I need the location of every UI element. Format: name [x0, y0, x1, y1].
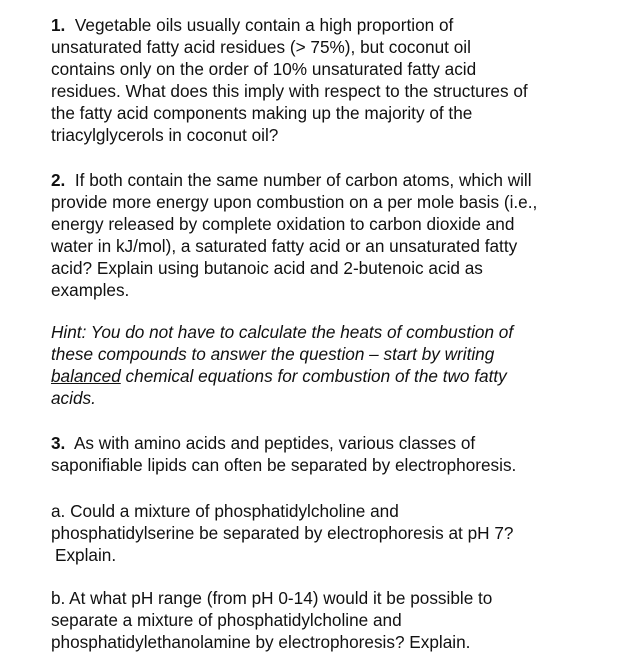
question-2-line-2: provide more energy upon combustion on a per mole basis (i.e.,	[51, 192, 538, 212]
question-3-line-1: As with amino acids and peptides, various classes of	[73, 433, 476, 453]
question-2	[51, 169, 537, 301]
question-1-line-1: Vegetable oils usually contain a high proportion of	[74, 15, 454, 35]
question-3b	[51, 587, 492, 653]
question-1-line-5: the fatty acid components making up the majority of the	[51, 103, 473, 123]
question-2-line-1: If both contain the same number of carbon atoms, which will	[74, 170, 532, 190]
question-2-line-5: acid? Explain using butanoic acid and 2-butenoic acid as	[51, 258, 483, 278]
question-1-line-3: contains only on the order of 10% unsaturated fatty acid	[51, 59, 477, 79]
question-3b-line-1: b. At what pH range (from pH 0-14) would it be possible to	[51, 588, 493, 608]
question-2-line-4: water in kJ/mol), a saturated fatty acid or an unsaturated fatty	[51, 236, 518, 256]
hint-line-2: these compounds to answer the question – start by writing	[51, 344, 495, 364]
question-3	[51, 432, 516, 476]
question-1	[51, 14, 528, 146]
question-3b-line-3: phosphatidylethanolamine by electrophoresis? Explain.	[51, 632, 471, 652]
question-3b-line-2: separate a mixture of phosphatidylcholine and	[51, 610, 402, 630]
question-1-line-4: residues. What does this imply with respect to the structures of	[51, 81, 528, 101]
hint-paragraph	[51, 321, 513, 409]
question-2-line-6: examples.	[51, 280, 130, 300]
question-3a-line-2: phosphatidylserine be separated by electrophoresis at pH 7?	[51, 523, 514, 543]
question-3-number: 3.	[51, 433, 66, 453]
hint-line-4: acids.	[51, 388, 96, 408]
question-3a	[51, 500, 513, 566]
question-1-line-2: unsaturated fatty acid residues (> 75%), but coconut oil	[51, 37, 471, 57]
question-3-line-2: saponifiable lipids can often be separated by electrophoresis.	[51, 455, 517, 475]
question-1-line-6: triacylglycerols in coconut oil?	[51, 125, 279, 145]
question-2-number: 2.	[51, 170, 66, 190]
hint-line-1: Hint: You do not have to calculate the heats of combustion of	[51, 322, 514, 342]
hint-underlined-word: balanced	[51, 366, 121, 386]
question-1-number: 1.	[51, 15, 66, 35]
question-3a-line-1: a. Could a mixture of phosphatidylcholine and	[51, 501, 399, 521]
question-3a-line-3: Explain.	[55, 545, 117, 565]
hint-line-3-rest: chemical equations for combustion of the two fatty	[120, 366, 507, 386]
question-2-line-3: energy released by complete oxidation to carbon dioxide and	[51, 214, 515, 234]
